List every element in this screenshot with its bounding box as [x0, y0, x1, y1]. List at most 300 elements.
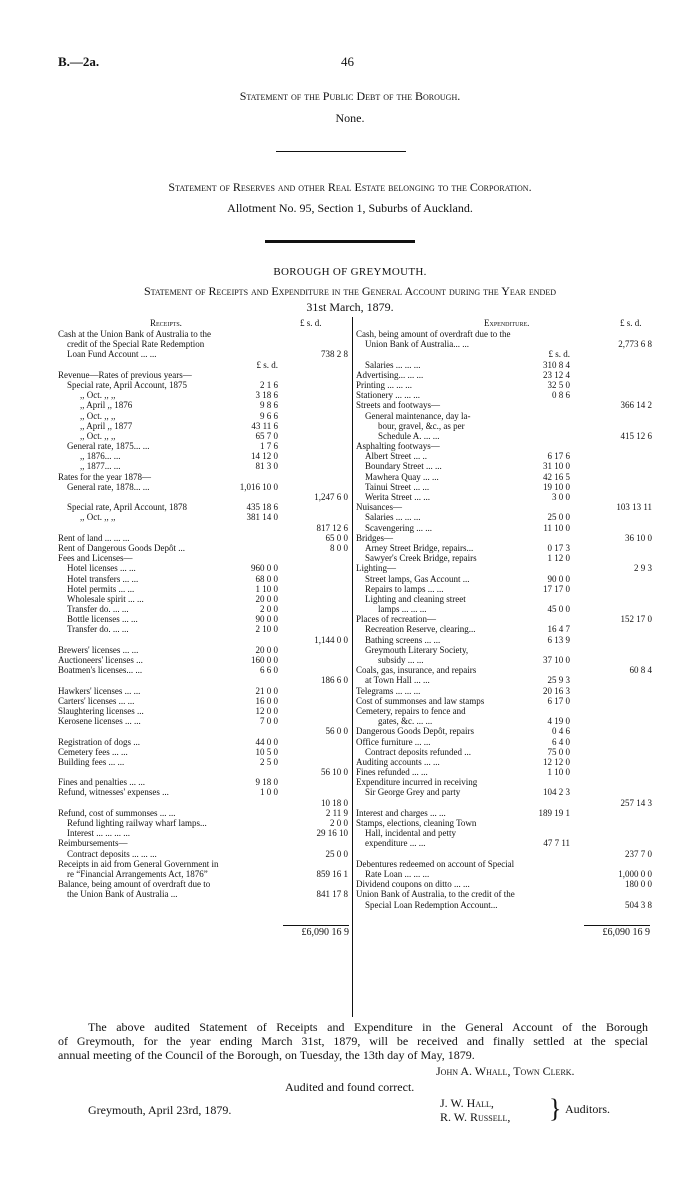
- row-description: Sawyer's Creek Bridge, repairs: [365, 553, 477, 564]
- ledger-row: [356, 716, 656, 726]
- row-description: Werita Street ... ...: [365, 492, 431, 502]
- row-description: Boundary Street ... ...: [365, 461, 442, 472]
- row-description: Brewers' licenses ... ...: [58, 644, 139, 655]
- row-subamount: 21 0 0: [255, 685, 278, 696]
- reserves-title: Statement of Reserves and other Real Estate belonging to the Corporation.: [168, 180, 532, 194]
- row-description: Fines refunded ... ...: [356, 767, 428, 778]
- row-description: re “Financial Arrangements Act, 1876”: [67, 868, 208, 879]
- row-subamount: 25 0 0: [547, 512, 570, 523]
- row-subamount: 4 19 0: [547, 716, 570, 727]
- ledger-row: [356, 624, 656, 634]
- row-description: General rate, 1878... ...: [67, 481, 150, 492]
- row-subamount: 42 16 5: [543, 471, 570, 482]
- row-subamount: 75 0 0: [547, 746, 570, 757]
- row-subamount: 43 11 6: [251, 420, 278, 431]
- row-description: ,, Oct. ,, ,,: [80, 512, 116, 523]
- row-description: Transfer do. ... ...: [67, 624, 129, 635]
- row-subamount: 3 18 6: [255, 390, 278, 401]
- row-description: Albert Street ... ..: [365, 451, 427, 462]
- ledger-row: [356, 594, 656, 604]
- ledger-row: [58, 675, 350, 685]
- expenditure-total-rule: [584, 925, 650, 926]
- row-description: General rate, 1875... ...: [67, 441, 150, 452]
- row-description: gates, &c. ... ...: [378, 716, 433, 727]
- ledger-row: [356, 757, 656, 767]
- row-description: Hotel transfers ... ...: [67, 573, 139, 584]
- public-debt-value: None.: [335, 111, 365, 125]
- row-subamount: 16 4 7: [547, 624, 570, 635]
- row-description: Cash at the Union Bank of Australia to the: [58, 329, 211, 339]
- ledger-row: [58, 390, 350, 400]
- ledger-row: [356, 523, 656, 533]
- row-subamount: 19 10 0: [543, 481, 570, 492]
- row-description: credit of the Special Rate Redemption: [67, 339, 205, 350]
- row-amount: 186 6 0: [321, 675, 348, 686]
- ledger-row: [58, 604, 350, 614]
- ledger-row: [58, 563, 350, 573]
- row-description: Kerosene licenses ... ...: [58, 716, 141, 727]
- ledger-row: [58, 543, 350, 553]
- ledger-row: [58, 472, 350, 482]
- statement-title-line1: Statement of Receipts and Expenditure in the General Account during the Year ended: [143, 284, 556, 298]
- ledger-row: [58, 553, 350, 563]
- row-description: Hotel licenses ... ...: [67, 563, 136, 574]
- row-description: Registration of dogs ...: [58, 736, 140, 747]
- row-subamount: 6 13 9: [547, 634, 570, 645]
- row-description: Dividend coupons on ditto ... ...: [356, 879, 470, 890]
- row-description: Cost of summonses and law stamps: [356, 695, 485, 706]
- row-subamount: 160 0 0: [251, 655, 278, 665]
- row-description: ,, April ,, 1877: [80, 420, 133, 431]
- ledger-row: [356, 533, 656, 543]
- ledger-row: [58, 400, 350, 410]
- row-subamount: 44 0 0: [255, 736, 278, 747]
- row-amount: 56 0 0: [325, 726, 348, 737]
- row-subamount: 0 17 3: [547, 542, 570, 553]
- ledger-row: [58, 767, 350, 777]
- ledger-row: [356, 360, 656, 370]
- row-amount: 859 16 1: [316, 868, 348, 879]
- row-description: Contract deposits ... ... ...: [67, 848, 157, 859]
- row-amount: 36 10 0: [625, 532, 652, 543]
- expenditure-header: Expenditure.: [484, 318, 530, 328]
- row-subamount: 11 10 0: [543, 522, 570, 533]
- ledger-row: [356, 675, 656, 685]
- row-description: Debentures redeemed on account of Special: [356, 858, 515, 869]
- row-description: Places of recreation—: [356, 614, 436, 625]
- ledger-row: [58, 798, 350, 808]
- row-subamount: 9 6 6: [260, 410, 278, 421]
- ledger-row: [356, 584, 656, 594]
- row-description: Transfer do. ... ...: [67, 604, 129, 615]
- ledger-row: [356, 370, 656, 380]
- ledger-row: [58, 451, 350, 461]
- row-description: Special rate, April Account, 1878: [67, 502, 187, 513]
- ledger-row: [58, 818, 350, 828]
- row-description: expenditure ... ...: [365, 838, 426, 849]
- row-subamount: 6 17 6: [547, 451, 570, 462]
- ledger-row: [58, 614, 350, 624]
- row-description: Slaughtering licenses ...: [58, 705, 144, 716]
- row-amount: 103 13 11: [616, 502, 652, 513]
- row-subamount: 20 16 3: [543, 685, 570, 696]
- row-amount: 2 11 9: [325, 807, 348, 818]
- row-description: Union Bank of Australia, to the credit of the: [356, 889, 515, 900]
- row-description: Repairs to lamps ... ...: [365, 583, 444, 594]
- row-subamount: 20 0 0: [255, 644, 278, 655]
- ledger-row: [58, 329, 350, 339]
- row-description: Street lamps, Gas Account ...: [365, 573, 470, 584]
- ledger-row: [356, 329, 656, 339]
- ledger-row: [356, 482, 656, 492]
- receipts-table: [58, 329, 350, 900]
- ledger-row: [356, 808, 656, 818]
- row-description: Refund, cost of summonses ... ...: [58, 807, 176, 818]
- expenditure-lsd-header: £ s. d.: [620, 318, 642, 328]
- row-description: ,, 1876... ...: [80, 451, 121, 462]
- ledger-row: [356, 553, 656, 563]
- row-description: Loan Fund Account ... ...: [67, 349, 157, 360]
- row-description: Bottle licenses ... ...: [67, 614, 138, 625]
- ledger-row: [356, 512, 656, 522]
- ledger-row: [356, 818, 656, 828]
- row-description: Nuisances—: [356, 502, 402, 513]
- ledger-row: [58, 777, 350, 787]
- row-description: Lighting—: [356, 563, 396, 574]
- page-ref: B.—2a.: [58, 54, 100, 69]
- row-description: Fines and penalties ... ...: [58, 777, 145, 788]
- ledger-row: [356, 859, 656, 869]
- ledger-row: [58, 686, 350, 696]
- ledger-row: [58, 360, 350, 370]
- ledger-row: [356, 798, 656, 808]
- ledger-row: [58, 787, 350, 797]
- row-description: Contract deposits refunded ...: [365, 746, 471, 757]
- row-amount: 10 18 0: [321, 797, 348, 808]
- row-amount: 841 17 8: [316, 889, 348, 900]
- ledger-row: [356, 869, 656, 879]
- row-description: Stationery ... ... ...: [356, 390, 420, 401]
- row-amount: 65 0 0: [325, 532, 348, 543]
- row-amount: 366 14 2: [620, 400, 652, 411]
- row-subamount: 1 12 0: [547, 553, 570, 564]
- row-subamount: 7 0 0: [260, 716, 278, 727]
- statement-title-line2: 31st March, 1879.: [306, 300, 394, 314]
- row-description: Bathing screens ... ...: [365, 634, 441, 645]
- row-description: Fees and Licenses—: [58, 553, 133, 564]
- row-description: Reimbursements—: [58, 838, 128, 849]
- row-subamount: 1 10 0: [547, 767, 570, 778]
- row-amount: 415 12 6: [620, 430, 652, 441]
- row-subamount: 20 0 0: [255, 593, 278, 604]
- ledger-row: [356, 441, 656, 451]
- row-subamount: 90 0 0: [255, 614, 278, 625]
- row-amount: 56 10 0: [321, 767, 348, 778]
- row-subamount: 10 5 0: [255, 746, 278, 757]
- ledger-row: [58, 533, 350, 543]
- ledger-row: [356, 390, 656, 400]
- row-amount: 152 17 0: [620, 614, 652, 625]
- row-description: Bridges—: [356, 532, 393, 543]
- town-clerk: John A. Whall, Town Clerk.: [436, 1064, 575, 1078]
- receipts-lsd-header: £ s. d.: [300, 318, 322, 328]
- ledger-row: [58, 349, 350, 359]
- ledger-row: [58, 655, 350, 665]
- row-subamount: 2 5 0: [260, 756, 278, 767]
- row-description: Special rate, April Account, 1875: [67, 379, 187, 390]
- row-description: Lighting and cleaning street: [365, 593, 466, 604]
- row-description: Arney Street Bridge, repairs...: [365, 542, 474, 553]
- row-subamount: 381 14 0: [246, 512, 278, 523]
- ledger-row: [58, 421, 350, 431]
- row-amount: 1,247 6 0: [314, 492, 348, 502]
- row-description: Telegrams ... ... ...: [356, 685, 421, 696]
- ledger-row: [58, 859, 350, 869]
- row-description: Coals, gas, insurance, and repairs: [356, 665, 477, 676]
- ledger-row: [58, 370, 350, 380]
- divider: [276, 151, 406, 152]
- row-subamount: 6 6 0: [260, 665, 278, 676]
- ledger-row: [356, 411, 656, 421]
- row-subamount: 435 18 6: [246, 502, 278, 513]
- row-subamount: 1 10 0: [255, 583, 278, 594]
- row-amount: 1,144 0 0: [314, 634, 348, 645]
- row-description: Union Bank of Australia... ...: [365, 339, 469, 350]
- ledger-row: [58, 492, 350, 502]
- row-subamount: 81 3 0: [255, 461, 278, 472]
- row-description: Building fees ... ...: [58, 756, 125, 767]
- row-subamount: 65 7 0: [255, 430, 278, 441]
- row-amount: 1,000 0 0: [618, 868, 652, 879]
- row-description: ,, April ,, 1876: [80, 400, 133, 411]
- row-description: at Town Hall ... ...: [365, 675, 430, 686]
- ledger-row: [356, 421, 656, 431]
- row-subamount: 310 8 4: [543, 359, 570, 370]
- ledger-row: [58, 757, 350, 767]
- row-subamount: 12 0 0: [255, 705, 278, 716]
- row-description: Cemetery fees ... ...: [58, 746, 128, 757]
- ledger-row: [58, 584, 350, 594]
- ledger-row: [356, 737, 656, 747]
- row-description: Rent of Dangerous Goods Depôt ...: [58, 542, 185, 553]
- row-subamount: 2 10 0: [255, 624, 278, 635]
- row-subamount: 1 7 6: [260, 441, 278, 452]
- ledger-row: [58, 431, 350, 441]
- ledger-row: [58, 461, 350, 471]
- ledger-row: [356, 604, 656, 614]
- row-description: Salaries ... ... ...: [365, 512, 421, 523]
- row-amount: 2 0 0: [330, 818, 348, 828]
- ledger-row: [356, 574, 656, 584]
- row-description: Cash, being amount of overdraft due to the: [356, 329, 511, 339]
- row-description: Interest and charges ... ...: [356, 807, 446, 818]
- row-description: Hall, incidental and petty: [365, 828, 456, 839]
- ledger-row: [356, 665, 656, 675]
- row-subamount: 1,016 10 0: [239, 481, 278, 492]
- ledger-row: [356, 849, 656, 859]
- row-subamount: 90 0 0: [547, 573, 570, 584]
- row-subamount: £ s. d.: [548, 349, 570, 360]
- row-description: Sir George Grey and party: [365, 787, 461, 798]
- row-subamount: 2 1 6: [260, 379, 278, 390]
- row-amount: 180 0 0: [625, 879, 652, 890]
- ledger-row: [58, 380, 350, 390]
- row-subamount: 17 17 0: [543, 583, 570, 594]
- ledger-row: [58, 716, 350, 726]
- ledger-row: [356, 349, 656, 359]
- row-subamount: 2 0 0: [260, 604, 278, 615]
- row-description: Mawhera Quay ... ...: [365, 471, 439, 482]
- ledger-row: [356, 686, 656, 696]
- row-subamount: 45 0 0: [547, 604, 570, 615]
- row-description: ,, Oct. ,, ,,: [80, 390, 116, 401]
- row-subamount: 47 7 11: [543, 838, 570, 849]
- page-number: 46: [341, 54, 354, 69]
- brace-icon: }: [549, 1094, 562, 1123]
- ledger-row: [58, 889, 350, 899]
- receipts-total: £6,090 16 9: [301, 927, 349, 938]
- row-description: Salaries ... ... ...: [365, 359, 421, 370]
- column-divider: [352, 317, 353, 1017]
- ledger-row: [58, 512, 350, 522]
- ledger-row: [356, 828, 656, 838]
- row-description: Advertising... ... ...: [356, 369, 424, 380]
- row-description: Wholesale spirit ... ...: [67, 593, 144, 604]
- ledger-row: [58, 635, 350, 645]
- ledger-row: [58, 523, 350, 533]
- ledger-row: [58, 828, 350, 838]
- ledger-row: [58, 574, 350, 584]
- ledger-row: [356, 431, 656, 441]
- ledger-row: [356, 706, 656, 716]
- ledger-row: [58, 645, 350, 655]
- row-amount: 29 16 10: [316, 828, 348, 839]
- receipts-header: Receipts.: [150, 318, 182, 328]
- row-description: Printing ... ... ...: [356, 379, 413, 390]
- ledger-row: [356, 645, 656, 655]
- row-amount: 237 7 0: [625, 848, 652, 859]
- closing-line: of Greymouth, for the year ending March 31st, 1879, will be received and finally settled at the special: [58, 1034, 648, 1048]
- row-amount: 738 2 8: [321, 349, 348, 360]
- row-subamount: 9 18 0: [255, 777, 278, 788]
- row-description: Schedule A. ... ...: [378, 430, 440, 441]
- row-description: Hawkers' licenses ... ...: [58, 685, 141, 696]
- row-subamount: 68 0 0: [255, 573, 278, 584]
- row-amount: 817 12 6: [316, 522, 348, 533]
- receipts-total-rule: [283, 925, 349, 926]
- ledger-row: [58, 849, 350, 859]
- row-amount: 257 14 3: [620, 797, 652, 808]
- row-amount: 2 9 3: [634, 563, 652, 574]
- row-description: Recreation Reserve, clearing...: [365, 624, 476, 635]
- ledger-row: [356, 614, 656, 624]
- row-description: Rates for the year 1878—: [58, 471, 151, 482]
- row-description: Greymouth Literary Society,: [365, 644, 469, 655]
- ledger-row: [356, 563, 656, 573]
- row-description: ,, 1877... ...: [80, 461, 121, 472]
- auditor-1: J. W. Hall,: [440, 1096, 494, 1110]
- ledger-row: [356, 767, 656, 777]
- ledger-row: [356, 339, 656, 349]
- row-subamount: 0 8 6: [552, 390, 570, 401]
- row-description: Balance, being amount of overdraft due to: [58, 879, 211, 890]
- ledger-row: [356, 696, 656, 706]
- row-subamount: 1 0 0: [260, 787, 278, 798]
- row-description: Streets and footways—: [356, 400, 440, 411]
- row-description: lamps ... ... ...: [378, 604, 427, 615]
- reserves-value: Allotment No. 95, Section 1, Suburbs of Auckland.: [227, 201, 473, 215]
- ledger-row: [58, 706, 350, 716]
- row-description: ,, Oct. ,, ,,: [80, 410, 116, 421]
- row-subamount: 6 17 0: [547, 695, 570, 706]
- row-subamount: 14 12 0: [251, 451, 278, 462]
- row-subamount: 16 0 0: [255, 695, 278, 706]
- ledger-row: [356, 380, 656, 390]
- divider: [265, 240, 415, 243]
- row-description: Refund, witnesses' expenses ...: [58, 787, 169, 798]
- row-description: Cemetery, repairs to fence and: [356, 705, 466, 716]
- ledger-row: [58, 696, 350, 706]
- ledger-row: [356, 787, 656, 797]
- ledger-row: [356, 543, 656, 553]
- ledger-row: [356, 451, 656, 461]
- ledger-row: [58, 502, 350, 512]
- audited-note: Audited and found correct.: [285, 1080, 415, 1094]
- row-description: Office furniture ... ...: [356, 736, 431, 747]
- row-description: ,, Oct. ,, ,,: [80, 430, 116, 441]
- borough-title: BOROUGH OF GREYMOUTH.: [273, 266, 427, 278]
- row-description: Scavengering ... ...: [365, 522, 432, 533]
- row-subamount: 12 12 0: [543, 756, 570, 767]
- row-subamount: 32 5 0: [547, 379, 570, 390]
- ledger-row: [58, 747, 350, 757]
- row-description: Auctioneers' licenses ...: [58, 655, 143, 665]
- ledger-row: [356, 461, 656, 471]
- row-description: the Union Bank of Australia ...: [67, 889, 178, 900]
- ledger-row: [58, 838, 350, 848]
- row-description: Tainui Street ... ...: [365, 481, 430, 492]
- row-description: Boatmen's licenses... ...: [58, 665, 143, 676]
- row-amount: 2,773 6 8: [618, 339, 652, 350]
- ledger-row: [356, 900, 656, 910]
- ledger-row: [356, 635, 656, 645]
- ledger-row: [356, 502, 656, 512]
- ledger-row: [58, 869, 350, 879]
- ledger-row: [58, 594, 350, 604]
- row-amount: 25 0 0: [325, 848, 348, 859]
- closing-line: annual meeting of the Council of the Borough, on Tuesday, the 13th day of May, 1879.: [58, 1048, 475, 1062]
- row-subamount: £ s. d.: [256, 359, 278, 370]
- ledger-row: [58, 624, 350, 634]
- ledger-row: [356, 492, 656, 502]
- ledger-row: [58, 339, 350, 349]
- closing-paragraph: [58, 1020, 648, 1062]
- ledger-row: [58, 726, 350, 736]
- closing-line: The above audited Statement of Receipts and Expenditure in the General Account of the Borough: [88, 1020, 648, 1034]
- row-description: Revenue—Rates of previous years—: [58, 369, 192, 380]
- row-description: Asphalting footways—: [356, 441, 440, 452]
- public-debt-title: Statement of the Public Debt of the Borough.: [239, 89, 461, 103]
- row-description: subsidy ... ...: [378, 655, 424, 665]
- row-subamount: 6 4 0: [552, 736, 570, 747]
- ledger-row: [356, 879, 656, 889]
- ledger-row: [58, 411, 350, 421]
- row-description: Hotel permits ... ...: [67, 583, 135, 594]
- row-description: Rent of land ... ... ...: [58, 532, 130, 543]
- ledger-row: [356, 472, 656, 482]
- ledger-row: [356, 400, 656, 410]
- ledger-row: [356, 889, 656, 899]
